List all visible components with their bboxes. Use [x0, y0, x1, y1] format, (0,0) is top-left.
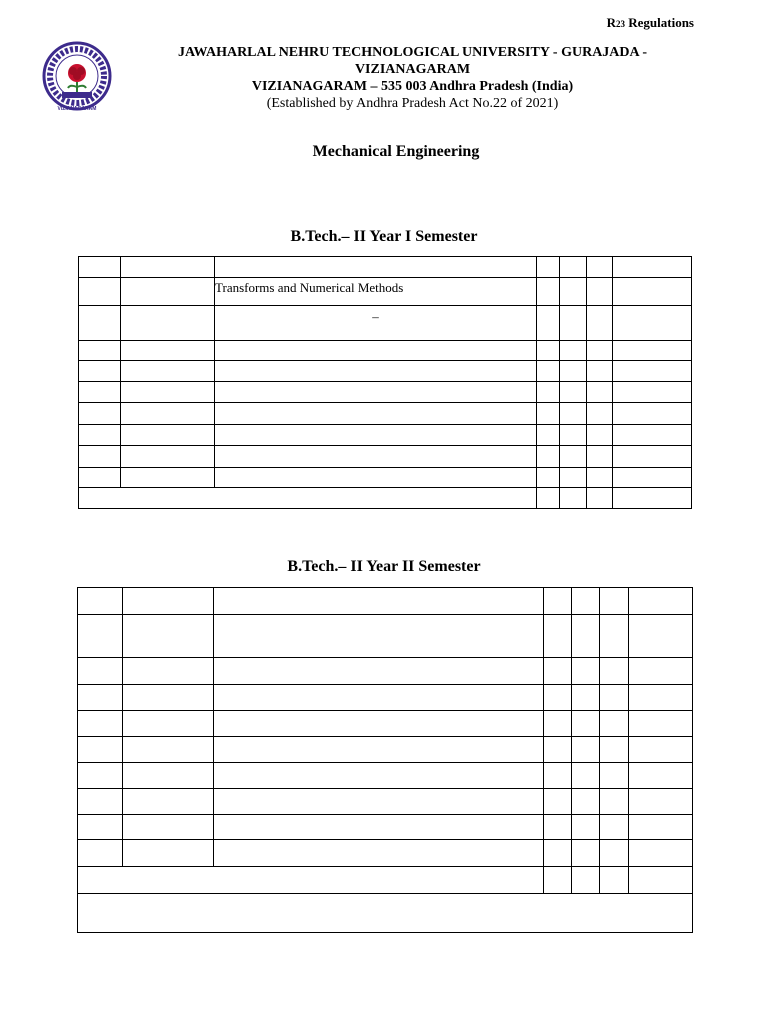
- university-seal-icon: [42, 40, 112, 118]
- university-established: (Established by Andhra Pradesh Act No.22 of 2021): [266, 96, 559, 111]
- university-name-line1: JAWAHARLAL NEHRU TECHNOLOGICAL UNIVERSITY - GURAJADA -: [177, 45, 648, 60]
- table-row: [79, 278, 692, 306]
- table-row: [79, 382, 692, 403]
- table-row: [78, 615, 693, 658]
- semester1-title: B.Tech.– II Year I Semester: [290, 228, 478, 245]
- table-row: [79, 403, 692, 425]
- course-title: Transforms and Numerical Methods: [215, 280, 404, 295]
- semester1-table: [78, 256, 692, 509]
- table-row: [78, 737, 693, 763]
- table-row: [79, 257, 692, 278]
- table-row: [78, 588, 693, 615]
- table-total-row: [78, 867, 693, 894]
- table-row: [79, 361, 692, 382]
- regulation-text: Regulations: [628, 15, 694, 30]
- semester2-table: [77, 587, 693, 933]
- table-row: [79, 425, 692, 446]
- table-footer-row: [78, 894, 693, 933]
- regulation-prefix: R: [606, 15, 617, 30]
- regulation-subscript: 23: [616, 19, 626, 29]
- table-row: [78, 763, 693, 789]
- semester2-title: B.Tech.– II Year II Semester: [287, 558, 481, 575]
- table-row: [79, 341, 692, 361]
- logo-caption: VIZIANAGARAM: [57, 106, 97, 112]
- table-row: [79, 468, 692, 488]
- table-row: [78, 658, 693, 685]
- course-title-dash: –: [372, 309, 379, 324]
- table-row: [78, 711, 693, 737]
- table-row: [79, 446, 692, 468]
- table-row: [78, 840, 693, 867]
- table-total-row: [79, 488, 692, 509]
- table-row: [78, 685, 693, 711]
- table-row: [78, 789, 693, 815]
- table-row: [78, 815, 693, 840]
- table-row: [79, 306, 692, 341]
- regulation-label: [607, 15, 694, 31]
- university-address: VIZIANAGARAM – 535 003 Andhra Pradesh (India): [251, 79, 574, 94]
- university-header: [130, 44, 695, 112]
- department-title: Mechanical Engineering: [312, 143, 480, 160]
- university-name-line2: VIZIANAGARAM: [354, 62, 471, 77]
